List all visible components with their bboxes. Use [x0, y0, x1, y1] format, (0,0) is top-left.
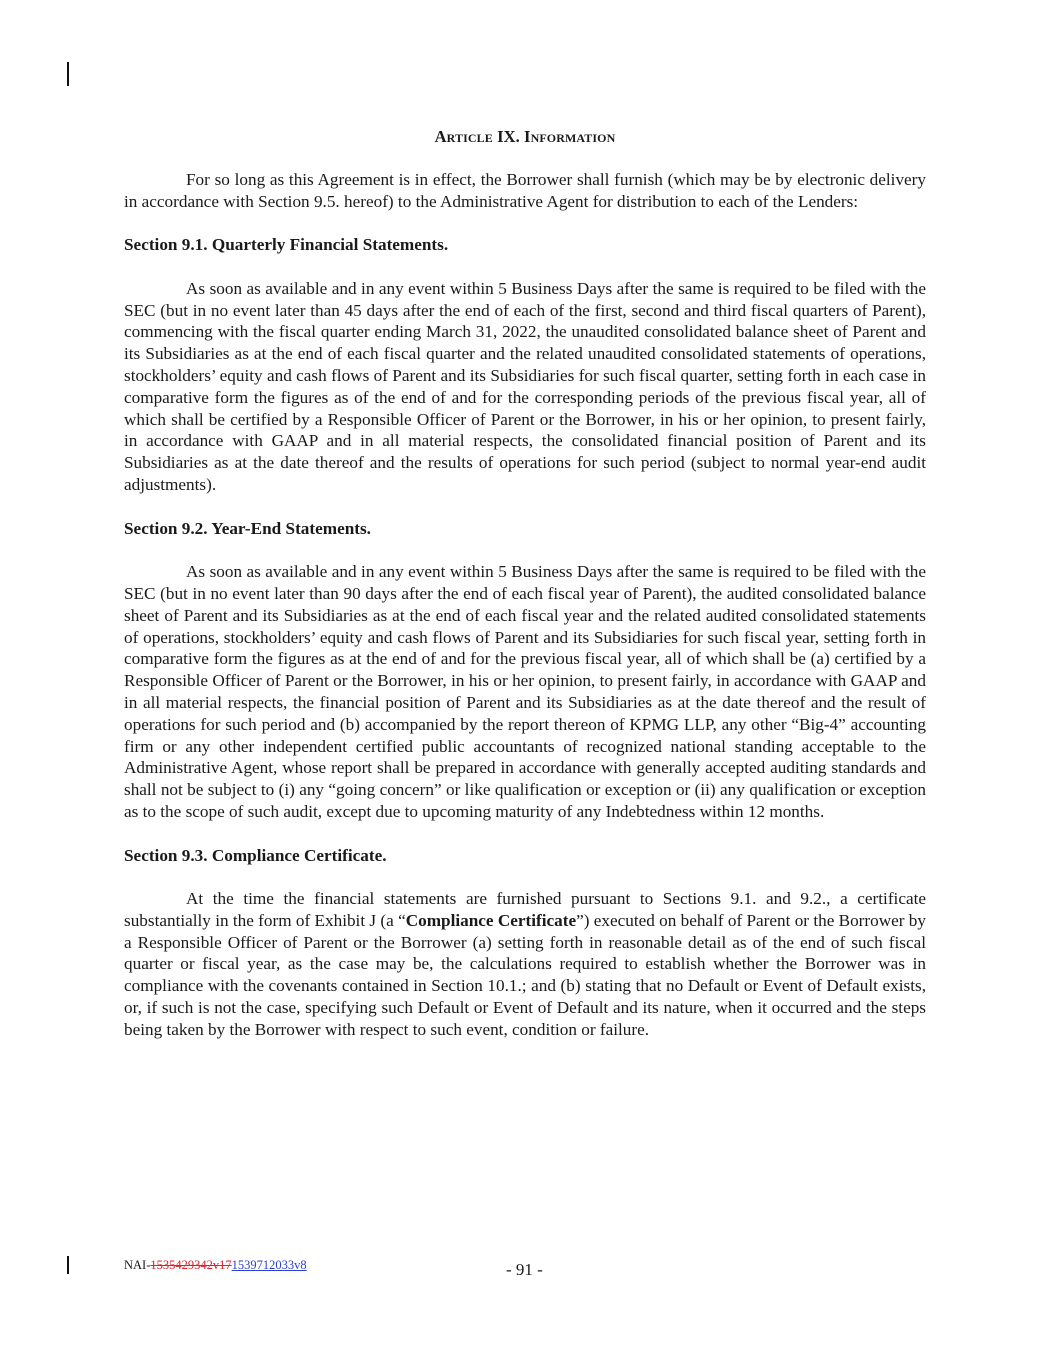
document-page	[124, 126, 926, 1041]
section-9-1	[124, 234, 926, 496]
section-heading: Section 9.2. Year-End Statements.	[124, 518, 371, 538]
article-title: Article IX. Information	[434, 127, 616, 146]
section-9-2	[124, 518, 926, 823]
change-bar-marker	[67, 62, 69, 86]
section-body	[124, 888, 926, 1041]
section-heading: Section 9.1. Quarterly Financial Statements.	[124, 235, 449, 255]
section-9-3	[124, 845, 926, 1041]
section-body: As soon as available and in any event within 5 Business Days after the same is required to be filed with the SEC (but in no event later than 45 days after the end of each of the first, second and third fiscal quarters of Parent), commencing with the fiscal quarter ending March 31, 2022, the unaudited consolidated balance sheet of Parent and its Subsidiaries as at the end of each fiscal quarter and the related unaudited consolidated statements of operations, stockholders’ equity and cash flows of Parent and its Subsidiaries for such fiscal quarter, setting forth in each case in comparative form the figures as of the end of and for the corresponding periods of the previous fiscal year, all of which shall be certified by a Responsible Officer of Parent or the Borrower, in his or her opinion, to present fairly, in accordance with GAAP and in all material respects, the consolidated financial position of Parent and its Subsidiaries as at the date thereof and the results of operations for such period (subject to normal year-end audit adjustments).	[124, 278, 926, 494]
section-body-text: ”) executed on behalf of Parent or the Borrower by a Responsible Officer of Parent or the Borrower (a) setting forth in reasonable detail as of the end of such fiscal quarter or fiscal year, as the case may be, the calculations required to establish whether the Borrower was in compliance with the covenants contained in Section 10.1.; and (b) stating that no Default or Event of Default exists, or, if such is not the case, specifying such Default or Event of Default and its nature, when it occurred and the steps being taken by the Borrower with respect to such event, condition or failure.	[124, 910, 926, 1039]
section-body: As soon as available and in any event within 5 Business Days after the same is required to be filed with the SEC (but in no event later than 90 days after the end of each fiscal year of Parent), the audited consolidated balance sheet of Parent and its Subsidiaries as at the end of each fiscal year and the related audited consolidated statements of operations, stockholders’ equity and cash flows of Parent and its Subsidiaries for such fiscal year, setting forth in comparative form the figures as at the end of and for the previous fiscal year, all of which shall be (a) certified by a Responsible Officer of Parent or the Borrower, in his or her opinion, to present fairly, in accordance with GAAP and in all material respects, the financial position of Parent and its Subsidiaries as at the date thereof and the result of operations for such period and (b) accompanied by the report thereon of KPMG LLP, any other “Big-4” accounting firm or any other independent certified public accountants of recognized national standing acceptable to the Administrative Agent, whose report shall be prepared in accordance with generally accepted auditing standards and shall not be subject to (i) any “going concern” or like qualification or exception or (ii) any qualification or exception as to the scope of such audit, except due to upcoming maturity of any Indebtedness within 12 months.	[124, 562, 926, 821]
change-bar-marker	[67, 1256, 69, 1274]
article-intro: For so long as this Agreement is in effect, the Borrower shall furnish (which may be by electronic delivery in accordance with Section 9.5. hereof) to the Administrative Agent for distribution to each of the Lenders:	[124, 169, 926, 211]
document-id	[124, 1258, 307, 1273]
doc-id-deleted: 1535429342v17	[150, 1258, 232, 1272]
defined-term: Compliance Certificate	[405, 910, 577, 930]
section-heading: Section 9.3. Compliance Certificate.	[124, 845, 387, 865]
doc-id-inserted: 1539712033v8	[231, 1258, 307, 1272]
section-body-text: At the time the financial statements are furnished pursuant to Sections 9.1. and 9.2., a certificate substantially in the form of Exhibit J (a “	[124, 889, 926, 930]
page-number: - 91 -	[506, 1260, 543, 1279]
doc-id-prefix: NAI-	[124, 1258, 151, 1272]
